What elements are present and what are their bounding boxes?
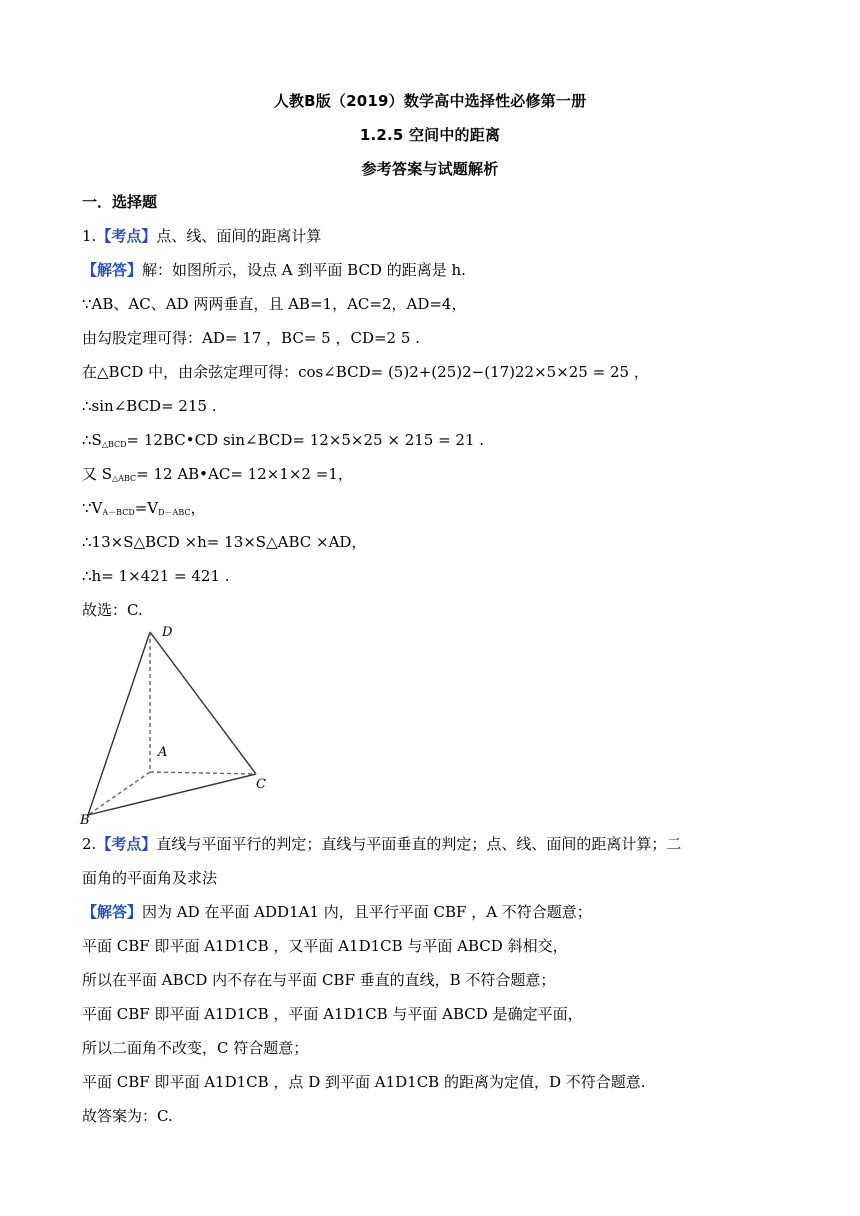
q1-line-6-post: = 12BC•CD sin∠BCD= 12×5×25 × 215 = 21 . (126, 431, 485, 449)
q2-jieda-tag: 【解答】 (82, 903, 143, 921)
q2-line-5: 所以二面角不改变，C 符合题意； (82, 1039, 309, 1057)
q1-answer: 故选：C. (82, 601, 143, 619)
q1-line-7-sub: △ABC (112, 474, 137, 483)
q2-line-6: 平面 CBF 即平面 A1D1CB ，点 D 到平面 A1D1CB 的距离为定值，D 不符合题意. (82, 1073, 646, 1091)
edge-AC (150, 772, 256, 774)
q1-line-2: ∵AB、AC、AD 两两垂直，且 AB=1，AC=2，AD=4， (82, 295, 467, 313)
q1-line-8-post: ， (190, 499, 206, 517)
q1-kaodian-text: 点、线、面间的距离计算 (156, 227, 322, 245)
section-heading: 一．选择题 (82, 193, 158, 211)
q2-kaodian-text: 直线与平面平行的判定；直线与平面垂直的判定；点、线、面间的距离计算；二 (156, 835, 682, 853)
document-title: 人教B版（2019）数学高中选择性必修第一册 (273, 92, 587, 110)
q1-line-6-sub: △BCD (101, 440, 127, 449)
q1-line-7 (82, 464, 353, 489)
q1-line-7-post: = 12 AB•AC= 12×1×2 =1， (136, 465, 353, 483)
vertex-label-A: A (158, 745, 168, 760)
q1-line-7-pre: 又 S (82, 465, 113, 483)
answer-subtitle: 参考答案与试题解析 (361, 160, 499, 178)
q1-line-8-sub2: D－ABC (158, 508, 191, 517)
q1-kaodian-tag: 【考点】 (96, 227, 157, 245)
edge-AB (88, 772, 150, 815)
q1-line-9: ∴13×S△BCD ×h= 13×S△ABC ×AD， (82, 533, 367, 551)
q1-jieda-tag: 【解答】 (82, 261, 143, 279)
q2-line-4: 平面 CBF 即平面 A1D1CB ，平面 A1D1CB 与平面 ABCD 是确定平面， (82, 1005, 583, 1023)
q2-line-2: 平面 CBF 即平面 A1D1CB ，又平面 A1D1CB 与平面 ABCD 斜相交， (82, 937, 568, 955)
q2-kaodian-tag: 【考点】 (96, 835, 157, 853)
q1-line-5: ∴sin∠BCD= 215 . (82, 397, 217, 415)
edge-DB (88, 632, 150, 815)
q2-jieda-text: 因为 AD 在平面 ADD1A1 内，且平行平面 CBF ，A 不符合题意； (142, 903, 592, 921)
vertex-label-B: B (80, 813, 90, 826)
q2-number: 2. (82, 835, 97, 853)
q1-topic-line (82, 226, 321, 246)
q2-topic-line (82, 834, 681, 854)
section-title: 1.2.5 空间中的距离 (359, 126, 501, 144)
q2-solution-line (82, 902, 592, 922)
q1-line-4: 在△BCD 中，由余弦定理可得：cos∠BCD= (5)2+(25)2−(17)22×5×25 = 25 ， (82, 363, 649, 381)
q1-line-3: 由勾股定理可得：AD= 17 ，BC= 5 ，CD=2 5 . (82, 329, 420, 347)
q1-line-6-pre: ∴S (82, 431, 102, 449)
q1-line-6 (82, 430, 484, 455)
tetrahedron-figure (74, 620, 284, 826)
q1-number: 1. (82, 227, 97, 245)
q2-answer: 故答案为：C. (82, 1107, 173, 1125)
q1-jieda-text: 解：如图所示，设点 A 到平面 BCD 的距离是 h. (142, 261, 466, 279)
vertex-label-D: D (162, 625, 173, 640)
q1-line-8-pre: ∵V (82, 499, 103, 517)
vertex-label-C: C (256, 777, 266, 792)
q2-line-3: 所以在平面 ABCD 内不存在与平面 CBF 垂直的直线，B 不符合题意； (82, 971, 556, 989)
edge-BC (88, 774, 256, 815)
q1-line-10: ∴h= 1×421 = 421 . (82, 567, 230, 585)
q2-topic-line-2: 面角的平面角及求法 (82, 869, 218, 887)
q1-line-8 (82, 498, 206, 523)
q1-line-8-mid: =V (134, 499, 159, 517)
q1-line-8-sub1: A－BCD (102, 508, 135, 517)
q1-solution-line (82, 260, 466, 280)
